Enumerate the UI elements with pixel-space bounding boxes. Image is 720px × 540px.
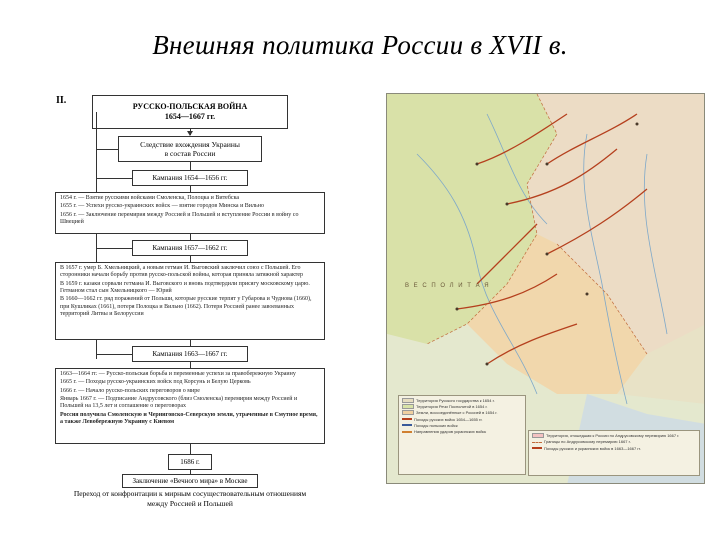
legend-row (402, 417, 522, 422)
campaign1-item: 1656 г. — Заключение перемирия между Россией и Польшей и вступление России в войну со Швецией (60, 211, 299, 225)
campaign1-title: Кампания 1654—1656 гг. (152, 173, 228, 182)
eternal-peace: Заключение «Вечного мира» в Москве (132, 476, 248, 485)
legend-label: Территория Русского государства к 1654 г. (416, 398, 495, 403)
connector (190, 444, 191, 454)
cause-line2: в состав России (164, 149, 216, 158)
legend-row (402, 410, 522, 415)
war-title-line1: РУССКО-ПОЛЬСКАЯ ВОЙНА (132, 102, 248, 111)
legend-swatch (402, 404, 414, 409)
legend-row (402, 398, 522, 403)
legend-swatch (402, 410, 414, 415)
campaign2-item: В 1657 г. умер Б. Хмельницкий, а новым гетман И. Выговский заключил союз с Польшей. Его сторонники начали борьбу против русско-польской войны, которая приняла затяжной характер (60, 265, 304, 279)
city-marker (486, 363, 489, 366)
legend-row (402, 404, 522, 409)
city-marker (586, 293, 589, 296)
war-title-line2: 1654—1667 гг. (164, 112, 216, 121)
city-marker (636, 123, 639, 126)
campaign3-title-box (132, 346, 248, 362)
legend-label: Территория Речи Посполитой в 1654 г. (416, 404, 488, 410)
legend-label: Походы русских и украинских войск в 1663—1667 гг. (544, 445, 641, 451)
year-1686: 1686 г. (180, 457, 200, 466)
campaign1-item: 1654 г. — Взятие русскими войсками Смоленска, Полоцка и Витебска (60, 195, 240, 201)
campaign3-title: Кампания 1663—1667 гг. (152, 349, 228, 358)
legend-row (402, 429, 522, 434)
campaign1-list (55, 192, 325, 234)
legend-swatch (402, 418, 412, 420)
legend-row (532, 446, 696, 451)
legend-label: Направления ударов украинских войск (414, 428, 487, 434)
campaign3-conclusion: Россия получила Смоленскую и Черниговско-Северскую земли, утраченные в Смутное время, а также Левобережную Украину с Киевом (60, 411, 318, 425)
campaign1-title-box (132, 170, 248, 186)
slide-title: Внешняя политика России в XVII в. (152, 30, 568, 60)
map-legend-right (528, 430, 700, 476)
eternal-peace-box (122, 474, 258, 488)
city-marker (476, 163, 479, 166)
campaign2-item: В 1660—1662 гг. ряд поражений от Польши, которые русские терпят у Губарова и Чуднова (1660), при Кушликах (1661), потеря Полоцка и Вильно (1662). Потеря Россией ранее завоеванных территорий Литвы и Белоруссии (60, 296, 312, 317)
legend-swatch (402, 398, 414, 403)
outcome-line2: между Россией и Польшей (147, 498, 233, 508)
legend-label: Походы польских войск (414, 422, 458, 428)
campaign3-list (55, 368, 325, 444)
city-marker (546, 253, 549, 256)
connector (96, 248, 132, 249)
legend-swatch (532, 447, 542, 449)
legend-label: Границы по Андрусовскому перемирию 1667 г. (544, 439, 631, 445)
connector (96, 354, 132, 355)
legend-swatch (402, 431, 412, 433)
war-title-box (92, 95, 288, 129)
city-marker (456, 308, 459, 311)
cause-box (118, 136, 262, 162)
legend-label: Походы русских войск 1654—1655 гг. (414, 416, 483, 422)
campaign2-item: В 1659 г. казаки сорвали гетмана И. Выговского и вновь подтвердили присягу московскому царю. Гетманом стал сын Хмельницкого — Юрий (60, 280, 310, 294)
campaign2-list (55, 262, 325, 340)
legend-swatch (532, 433, 544, 438)
campaign2-title-box (132, 240, 248, 256)
map-region-label: В Е С П О Л И Т А Я (405, 283, 491, 289)
map-legend-left (398, 395, 526, 475)
legend-swatch (402, 424, 412, 426)
section-number: II. (56, 95, 67, 106)
connector (190, 162, 191, 170)
campaign3-item: Январь 1667 г. — Подписание Андрусовского (близ Смоленска) перемирия между Россией и Польшей на 13,5 лет и соглашение о переговорах (60, 395, 298, 410)
outcome-line1: Переход от конфронтации к мирным сосуществовательным отношениям (73, 489, 307, 498)
legend-swatch (532, 442, 542, 443)
city-marker (506, 203, 509, 206)
city-marker (546, 163, 549, 166)
legend-row (402, 423, 522, 428)
legend-label: Территория, отошедшая к России по Андрусовскому перемирию 1667 г. (546, 433, 680, 438)
year-1686-box (168, 454, 212, 470)
campaign3-item: 1663—1664 гг. — Русско-польская борьба и переменные успехи за правобережную Украину (60, 371, 296, 377)
outcome-text (50, 489, 330, 509)
campaign1-item: 1655 г. — Успехи русско-украинских войск — взятие городов Минска и Вильно (60, 203, 264, 210)
campaign3-item: 1666 г. — Начало русско-польских переговоров о мире (60, 387, 200, 394)
connector (96, 178, 132, 179)
campaign3-item: 1665 г. — Походы русско-украинских войск под Корсунь и Белую Церковь (60, 379, 251, 386)
legend-row (532, 433, 696, 438)
legend-label: Земли, воссоединённые с Россией в 1654 г. (416, 410, 498, 416)
connector (96, 149, 118, 150)
connector (190, 186, 191, 192)
campaign2-title: Кампания 1657—1662 гг. (152, 243, 228, 252)
legend-row (532, 439, 696, 444)
cause-line1: Следствие вхождения Украины (140, 139, 240, 149)
